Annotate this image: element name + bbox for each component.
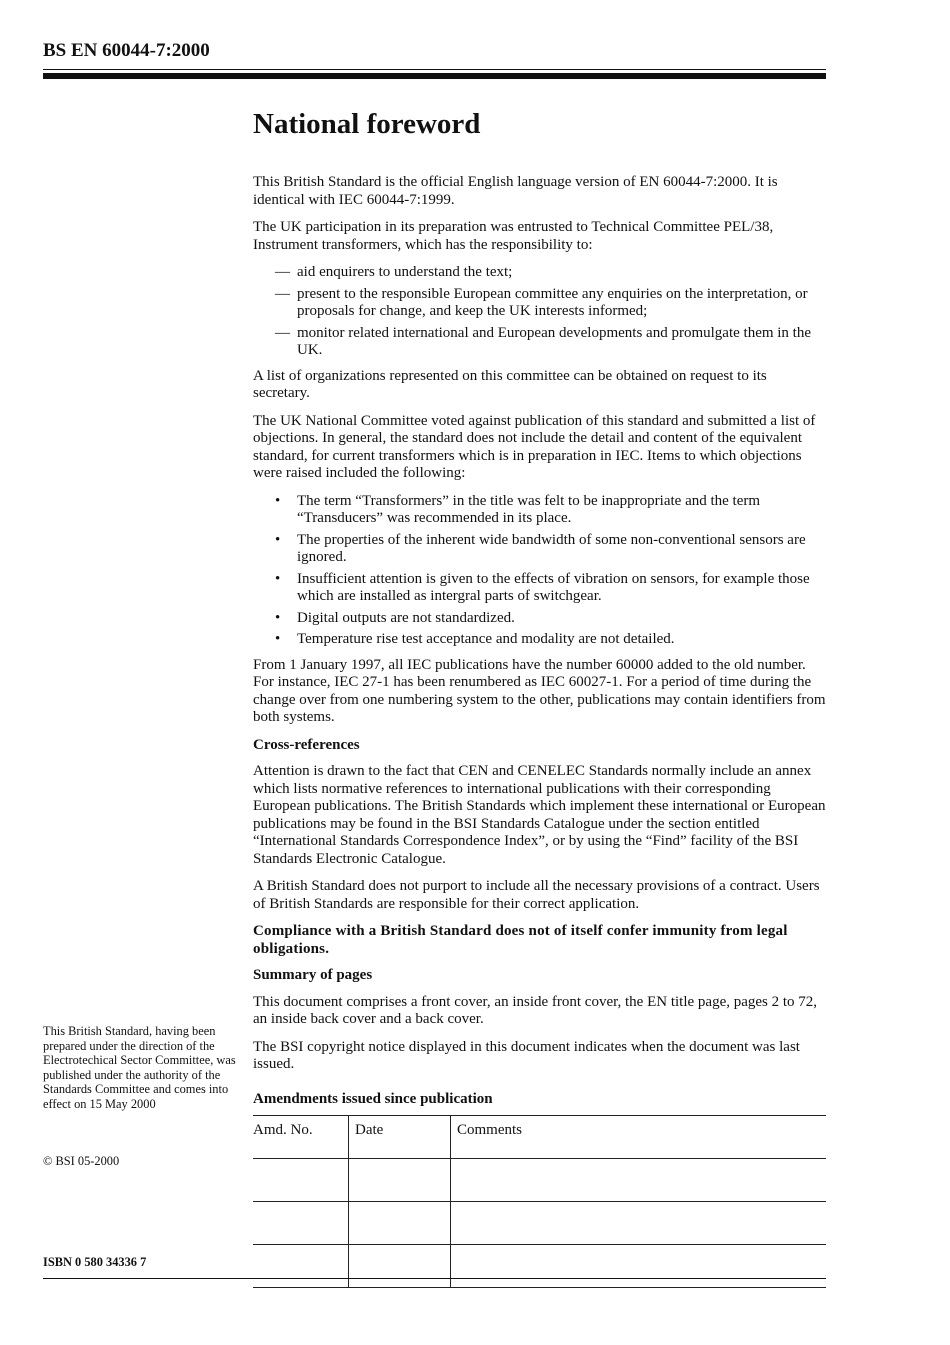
table-cell — [451, 1202, 827, 1245]
copyright-notice: © BSI 05-2000 — [43, 1154, 120, 1168]
list-item — [253, 631, 827, 649]
amendments-section — [253, 1091, 826, 1288]
paragraph-numbering: From 1 January 1997, all IEC publications have the number 60000 added to the old number. For instance, IEC 27-1 has been renumbered as IEC 60027-1. For a period of time during the change over from one numbering system to the other, publications may contain identifiers from both systems. — [253, 656, 826, 725]
paragraph-objections: The UK National Committee voted against publication of this standard and submitted a list of objections. In general, the standard does not include the detail and content of the equivalent standard, for current transformers which is in preparation in IEC. Items to which objections were raised included the following: — [253, 412, 816, 481]
table-cell — [253, 1245, 349, 1288]
header-rule-thick — [43, 73, 826, 79]
paragraph-contract: A British Standard does not purport to include all the necessary provisions of a contract. Users of British Standards are responsible for their correct application. — [253, 878, 820, 912]
table-cell — [253, 1159, 349, 1202]
bullet-mark: • — [275, 492, 281, 509]
table-cell — [349, 1202, 451, 1245]
main-content — [253, 106, 827, 1084]
table-row — [253, 1202, 826, 1245]
amendments-title: Amendments issued since publication — [253, 1091, 493, 1107]
cross-references-heading: Cross-references — [253, 736, 360, 753]
list-item-text: Temperature rise test acceptance and modality are not detailed. — [297, 631, 675, 647]
paragraph-pages: This document comprises a front cover, an inside front cover, the EN title page, pages 2 to 72, an inside back cover and a back cover. — [253, 993, 818, 1027]
objection-list — [253, 493, 827, 649]
paragraph-cross-references: Attention is drawn to the fact that CEN and CENELEC Standards normally include an annex which lists normative references to international publications with their corresponding European publications. The British Standards which implement these international or European publications may be found in the BSI Standards Catalogue under the section entitled “International Standards Correspondence Index”, or by using the “Find” facility of the BSI Standards Electronic Catalogue. — [253, 763, 826, 867]
table-cell — [253, 1202, 349, 1245]
bullet-mark: • — [275, 531, 281, 548]
column-header-comments: Comments — [451, 1116, 827, 1159]
bullet-mark: • — [275, 609, 281, 626]
table-row — [253, 1159, 826, 1202]
paragraph-organizations: A list of organizations represented on this committee can be obtained on request to its secretary. — [253, 367, 767, 401]
table-cell — [451, 1245, 827, 1288]
table-cell — [451, 1159, 827, 1202]
paragraph-identity: This British Standard is the official English language version of EN 60044-7:2000. It is identical with IEC 60044-7:1999. — [253, 174, 778, 208]
bullet-mark: • — [275, 631, 281, 647]
header-rule-thin — [43, 69, 826, 70]
document-code: BS EN 60044-7:2000 — [43, 40, 210, 61]
table-header-row — [253, 1116, 826, 1159]
table-cell — [349, 1159, 451, 1202]
list-item — [253, 286, 827, 321]
table-cell — [349, 1245, 451, 1288]
dash-mark: — — [275, 285, 290, 302]
responsibility-list — [253, 264, 827, 360]
list-item-text: The term “Transformers” in the title was felt to be inappropriate and the term “Transducers” was recommended in its place. — [297, 492, 761, 526]
list-item — [253, 571, 827, 606]
list-item — [253, 493, 827, 528]
compliance-statement: Compliance with a British Standard does not of itself confer immunity from legal obligations. — [253, 923, 788, 957]
dash-mark: — — [275, 324, 290, 341]
table-row — [253, 1245, 826, 1288]
list-item — [253, 610, 827, 628]
column-header-date: Date — [349, 1116, 451, 1159]
list-item-text: aid enquirers to understand the text; — [297, 264, 513, 280]
amendments-table — [253, 1115, 826, 1288]
list-item-text: present to the responsible European committee any enquiries on the interpretation, or proposals for change, and keep the UK interests informed; — [297, 285, 808, 319]
list-item-text: The properties of the inherent wide bandwidth of some non-conventional sensors are ignored. — [297, 531, 806, 565]
dash-mark: — — [275, 264, 290, 280]
paragraph-committee: The UK participation in its preparation was entrusted to Technical Committee PEL/38, Instrument transformers, which has the responsibility to: — [253, 219, 774, 253]
publication-statement: This British Standard, having been prepared under the direction of the Electrotechical Sector Committee, was published under the authority of the Standards Committee and comes into effect on 15 May 2000 — [43, 1024, 236, 1111]
summary-heading: Summary of pages — [253, 967, 373, 983]
paragraph-copyright-notice: The BSI copyright notice displayed in this document indicates when the document was last issued. — [253, 1038, 800, 1072]
footer-rule — [43, 1278, 826, 1279]
page-title: National foreword — [253, 108, 481, 140]
bullet-mark: • — [275, 570, 281, 587]
list-item — [253, 325, 827, 360]
list-item — [253, 532, 827, 567]
list-item-text: Insufficient attention is given to the effects of vibration on sensors, for example those which are installed as intergral parts of switchgear. — [297, 570, 810, 604]
isbn: ISBN 0 580 34336 7 — [43, 1255, 147, 1269]
column-header-amd-no: Amd. No. — [253, 1116, 349, 1159]
list-item — [253, 264, 827, 282]
list-item-text: monitor related international and European developments and promulgate them in the UK. — [297, 324, 812, 358]
list-item-text: Digital outputs are not standardized. — [297, 609, 515, 626]
